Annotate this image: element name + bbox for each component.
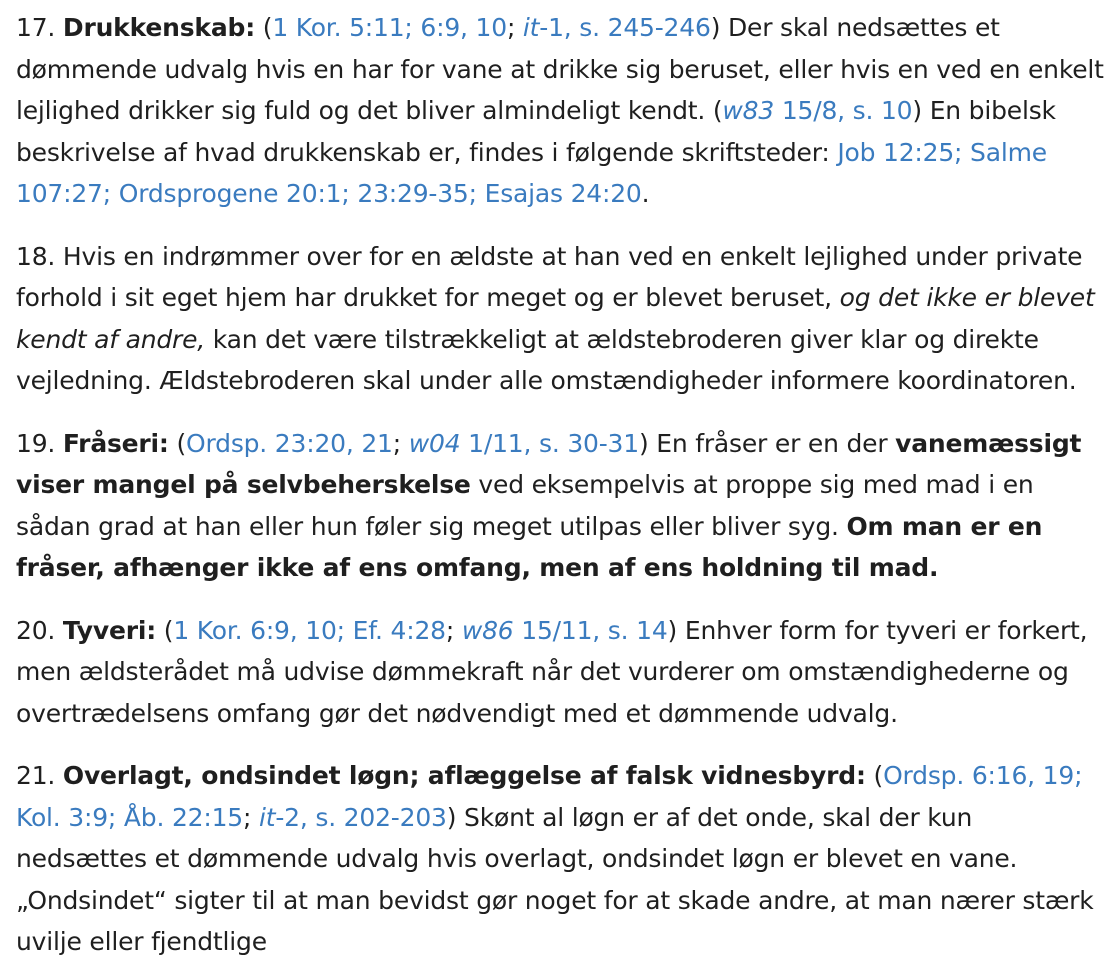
body-text: ( [255, 13, 273, 42]
body-text: 19. [16, 428, 63, 458]
bold-text: Overlagt, ondsindet løgn; aflæggelse af falsk vidnesbyrd: [62, 761, 866, 790]
bold-text: Drukkenskab: [62, 13, 255, 42]
reference-link[interactable]: 1 Kor. 6:9, 10; Ef. 4:28 [173, 615, 446, 645]
body-text: ) Skønt al løgn er af det onde, skal der kun nedsættes et dømmende udvalg hvis overlagt, ondsindet løgn er blevet en vane. „Ondsindet“ sigter til at man bevidst gør noget for at skade andre, at man nærer stærk uvilje eller fjendtlige [16, 802, 1094, 956]
italic-text: og det ikke er blevet kendt af andre, [16, 283, 1095, 354]
reference-link[interactable]: -1, s. 245-246 [539, 13, 711, 42]
paragraph-17 [16, 7, 1109, 215]
body-text: ) En bibelsk beskrivelse af hvad drukkenskab er, findes i følgende skriftsteder: [16, 96, 1056, 167]
reference-link[interactable]: it [522, 13, 540, 42]
bold-text: vanemæssigt viser mangel på selvbeherskelse [16, 428, 1082, 499]
paragraph-20 [16, 610, 1109, 735]
body-text: ; [506, 13, 523, 42]
body-text: 20. [16, 615, 63, 645]
body-text: ved eksempelvis at proppe sig med mad i en sådan grad at han eller hun føler sig meget utilpas eller bliver syg. [16, 470, 1034, 541]
body-text: ) Enhver form for tyveri er forkert, men ældsterådet må udvise dømmekraft når det vurderer om omstændighederne og overtrædelsens omfang gør det nødvendigt med et dømmende udvalg. [16, 615, 1088, 728]
reference-link[interactable]: Job 12:25; Salme 107:27; Ordsprogene 20:1; 23:29-35; Esajas 24:20 [16, 137, 1047, 208]
body-text: ( [156, 615, 174, 645]
reference-link[interactable]: w04 [408, 428, 461, 458]
body-text: . [641, 179, 650, 208]
body-text: 18. Hvis en indrømmer over for en ældste at han ved en enkelt lejlighed under private forhold i sit eget hjem har drukket for meget og er blevet beruset, [16, 241, 1083, 312]
reference-link[interactable]: 1/11, s. 30-31 [460, 428, 639, 458]
reference-link[interactable]: 15/11, s. 14 [513, 615, 668, 645]
body-text: ) Der skal nedsættes et dømmende udvalg hvis en har for vane at drikke sig beruset, eller hvis en ved en enkelt lejlighed drikker sig fuld og det bliver almindeligt kendt. ( [16, 13, 1104, 125]
reference-link[interactable]: -2, s. 202-203 [275, 802, 447, 832]
reference-link[interactable]: it [258, 802, 276, 832]
bold-text: Om man er en fråser, afhænger ikke af ens omfang, men af ens holdning til mad. [16, 511, 1043, 582]
paragraph-18 [16, 236, 1109, 402]
bold-text: Tyveri: [62, 615, 157, 645]
body-text: ( [168, 428, 187, 458]
bold-text: Fråseri: [62, 428, 169, 458]
reference-link[interactable]: Ordsp. 6:16, 19; Kol. 3:9; Åb. 22:15 [16, 761, 1083, 832]
paragraph-19 [16, 423, 1109, 589]
reference-link[interactable]: Ordsp. 23:20, 21 [186, 428, 393, 458]
body-text: 17. [16, 13, 63, 42]
body-text: ; [392, 428, 409, 458]
reference-link[interactable]: 1 Kor. 5:11; 6:9, 10 [272, 13, 507, 42]
body-text: kan det være tilstrækkeligt at ældstebroderen giver klar og direkte vejledning. Ældstebroderen skal under alle omstændigheder informere koordinatoren. [16, 324, 1077, 395]
reference-link[interactable]: 15/8, s. 10 [774, 96, 913, 125]
body-text: 21. [16, 761, 63, 790]
body-text: ; [445, 615, 462, 645]
reference-link[interactable]: w86 [461, 615, 514, 645]
body-text: ( [865, 761, 884, 790]
reference-link[interactable]: w83 [722, 96, 775, 125]
body-text: ) En fråser er en der [638, 428, 896, 458]
paragraph-21 [16, 755, 1109, 963]
body-text: ; [243, 802, 259, 832]
